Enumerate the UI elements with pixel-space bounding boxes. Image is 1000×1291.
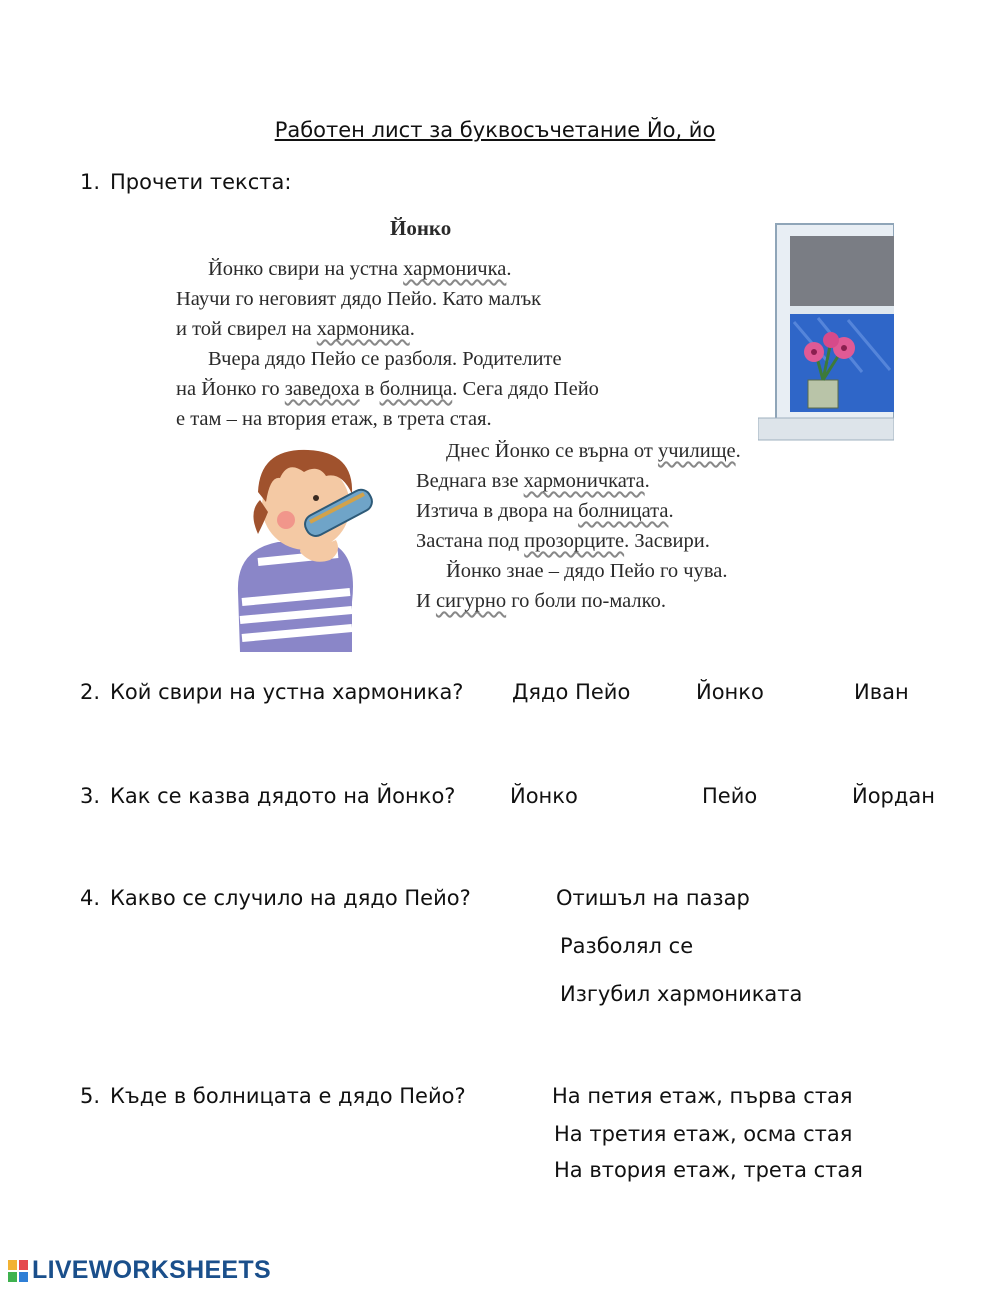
story-line: Изтича в двора на болницата. (416, 500, 674, 522)
answer-option[interactable]: Дядо Пейо (512, 680, 631, 704)
question-text: Какво се случило на дядо Пейо? (110, 886, 471, 910)
question-2 (80, 680, 463, 704)
answer-option[interactable]: На петия етаж, първа стая (552, 1084, 853, 1108)
question-text: Прочети текста: (110, 170, 292, 194)
answer-option[interactable]: На третия етаж, осма стая (554, 1122, 853, 1146)
question-number: 5. (80, 1084, 101, 1108)
answer-option[interactable]: На втория етаж, трета стая (554, 1158, 863, 1182)
story-line: И сигурно го боли по-малко. (416, 590, 666, 612)
story-line: Йонко знае – дядо Пейо го чува. (446, 560, 728, 582)
story-line: Научи го неговият дядо Пейо. Като малък (176, 288, 542, 310)
answer-option[interactable]: Иван (854, 680, 909, 704)
story-title: Йонко (390, 216, 452, 240)
answer-option[interactable]: Йордан (852, 784, 936, 808)
story-line: Йонко свири на устна хармоничка. (208, 258, 512, 280)
story-line: е там – на втория етаж, в трета стая. (176, 408, 492, 430)
liveworksheets-brand[interactable]: LIVEWORKSHEETS (32, 1256, 271, 1284)
question-1 (80, 170, 291, 194)
answer-option[interactable]: Йонко (696, 680, 764, 704)
question-number: 4. (80, 886, 101, 910)
boy-harmonica-illustration (218, 442, 378, 652)
question-text: Къде в болницата е дядо Пейо? (110, 1084, 466, 1108)
answer-option[interactable]: Изгубил хармониката (560, 982, 803, 1006)
answer-option[interactable]: Разболял се (560, 934, 694, 958)
question-3 (80, 784, 455, 808)
answer-option[interactable]: Йонко (510, 784, 578, 808)
story-line: и той свирел на хармоника. (176, 318, 415, 340)
story-line: Веднага взе хармоничката. (416, 470, 650, 492)
answer-option[interactable]: Пейо (702, 784, 758, 808)
window-flowers-illustration (758, 222, 894, 444)
question-5 (80, 1084, 466, 1108)
question-number: 3. (80, 784, 101, 808)
question-text: Как се казва дядото на Йонко? (110, 784, 456, 808)
story-line: на Йонко го заведоха в болница. Сега дядо Пейо (176, 378, 599, 400)
question-number: 1. (80, 170, 101, 194)
story-line: Застана под прозорците. Засвири. (416, 530, 710, 552)
answer-option[interactable]: Отишъл на пазар (556, 886, 750, 910)
worksheet-title: Работен лист за буквосъчетание Йо, йо (274, 118, 716, 142)
question-text: Кой свири на устна хармоника? (110, 680, 464, 704)
story-line: Днес Йонко се върна от училище. (446, 440, 741, 462)
liveworksheets-logo-icon (8, 1260, 28, 1282)
question-number: 2. (80, 680, 101, 704)
story-line: Вчера дядо Пейо се разболя. Родителите (208, 348, 562, 370)
question-4 (80, 886, 471, 910)
